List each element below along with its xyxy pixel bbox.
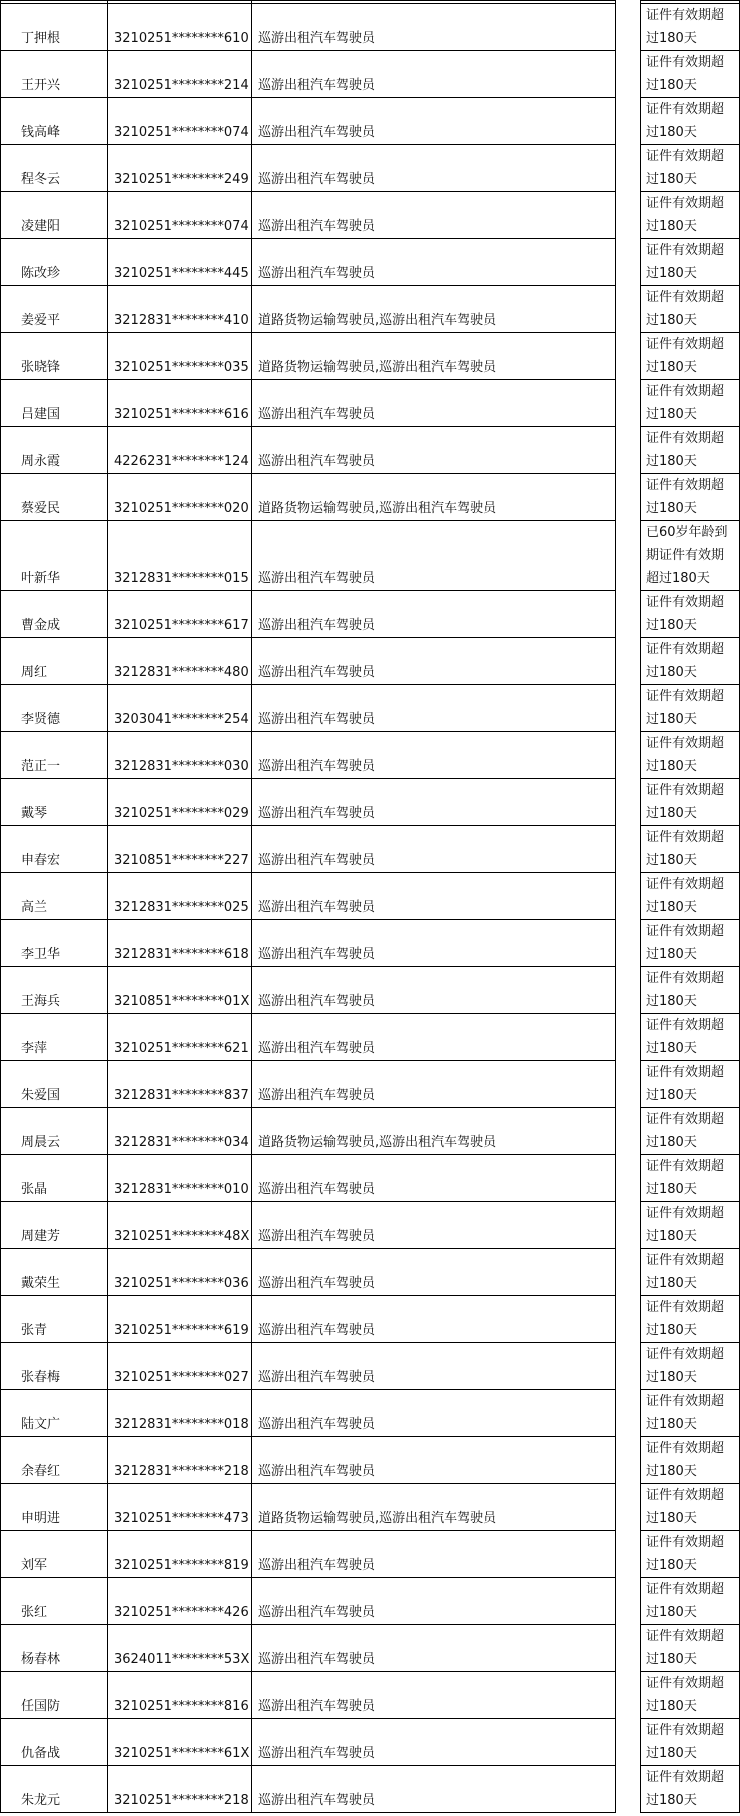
cell-spacer xyxy=(616,192,641,239)
driver-id-number: 3212831********034 xyxy=(108,1108,252,1155)
driver-id-number: 3210251********218 xyxy=(108,1766,252,1813)
driver-license-type: 巡游出租汽车驾驶员 xyxy=(252,239,616,286)
driver-id-number: 3210251********473 xyxy=(108,1484,252,1531)
cell-spacer xyxy=(616,1343,641,1390)
table-row xyxy=(1,4,740,51)
license-status: 证件有效期超过180天 xyxy=(641,145,740,192)
license-status: 证件有效期超过180天 xyxy=(641,239,740,286)
table-row xyxy=(1,591,740,638)
driver-name: 曹金成 xyxy=(1,591,108,638)
driver-license-type: 巡游出租汽车驾驶员 xyxy=(252,826,616,873)
license-status: 证件有效期超过180天 xyxy=(641,1531,740,1578)
license-status: 证件有效期超过180天 xyxy=(641,779,740,826)
license-status: 证件有效期超过180天 xyxy=(641,1155,740,1202)
driver-license-type: 道路货物运输驾驶员,巡游出租汽车驾驶员 xyxy=(252,1108,616,1155)
driver-id-number: 3212831********025 xyxy=(108,873,252,920)
table-row xyxy=(1,1061,740,1108)
driver-license-type: 巡游出租汽车驾驶员 xyxy=(252,1014,616,1061)
driver-table-body xyxy=(1,1,740,1813)
driver-id-number: 3212831********410 xyxy=(108,286,252,333)
cell-spacer xyxy=(616,1578,641,1625)
cell-spacer xyxy=(616,1108,641,1155)
cell-spacer xyxy=(616,1672,641,1719)
driver-id-number: 3210251********816 xyxy=(108,1672,252,1719)
table-row xyxy=(1,1014,740,1061)
cell-spacer xyxy=(616,145,641,192)
driver-id-number: 3624011********53X xyxy=(108,1625,252,1672)
driver-id-number: 3210251********617 xyxy=(108,591,252,638)
driver-id-number: 3210251********610 xyxy=(108,4,252,51)
license-status: 已60岁年龄到期证件有效期超过180天 xyxy=(641,521,740,591)
driver-id-number: 4226231********124 xyxy=(108,427,252,474)
driver-id-number: 3210251********074 xyxy=(108,98,252,145)
cell-spacer xyxy=(616,521,641,591)
driver-name: 张春梅 xyxy=(1,1343,108,1390)
cell-spacer xyxy=(616,1625,641,1672)
license-status: 证件有效期超过180天 xyxy=(641,1578,740,1625)
cell-spacer xyxy=(616,873,641,920)
table-row xyxy=(1,1437,740,1484)
table-row xyxy=(1,1578,740,1625)
driver-name: 李萍 xyxy=(1,1014,108,1061)
license-status: 证件有效期超过180天 xyxy=(641,333,740,380)
driver-name: 朱爱国 xyxy=(1,1061,108,1108)
driver-id-number: 3210251********621 xyxy=(108,1014,252,1061)
driver-name: 张青 xyxy=(1,1296,108,1343)
driver-name: 范正一 xyxy=(1,732,108,779)
driver-id-number: 3210251********819 xyxy=(108,1531,252,1578)
driver-license-type: 巡游出租汽车驾驶员 xyxy=(252,920,616,967)
driver-license-type: 巡游出租汽车驾驶员 xyxy=(252,1155,616,1202)
table-row xyxy=(1,1719,740,1766)
driver-id-number: 3210251********61X xyxy=(108,1719,252,1766)
driver-id-number: 3203041********254 xyxy=(108,685,252,732)
table-row xyxy=(1,1343,740,1390)
driver-id-number: 3212831********018 xyxy=(108,1390,252,1437)
license-status: 证件有效期超过180天 xyxy=(641,732,740,779)
cell-spacer xyxy=(616,286,641,333)
cell-spacer xyxy=(616,1249,641,1296)
driver-license-type: 道路货物运输驾驶员,巡游出租汽车驾驶员 xyxy=(252,286,616,333)
table-row xyxy=(1,1108,740,1155)
cell-spacer xyxy=(616,1766,641,1813)
driver-name: 丁押根 xyxy=(1,4,108,51)
driver-license-type: 道路货物运输驾驶员,巡游出租汽车驾驶员 xyxy=(252,1484,616,1531)
driver-license-type: 巡游出租汽车驾驶员 xyxy=(252,98,616,145)
cell-spacer xyxy=(616,1061,641,1108)
license-status: 证件有效期超过180天 xyxy=(641,826,740,873)
table-row xyxy=(1,145,740,192)
driver-id-number: 3210851********01X xyxy=(108,967,252,1014)
driver-id-number: 3212831********010 xyxy=(108,1155,252,1202)
license-status: 证件有效期超过180天 xyxy=(641,380,740,427)
table-row xyxy=(1,1766,740,1813)
table-row xyxy=(1,1484,740,1531)
driver-id-number: 3210251********036 xyxy=(108,1249,252,1296)
driver-license-type: 巡游出租汽车驾驶员 xyxy=(252,1202,616,1249)
table-row xyxy=(1,380,740,427)
driver-license-type: 巡游出租汽车驾驶员 xyxy=(252,380,616,427)
driver-license-type: 巡游出租汽车驾驶员 xyxy=(252,192,616,239)
driver-license-type: 道路货物运输驾驶员,巡游出租汽车驾驶员 xyxy=(252,333,616,380)
driver-name: 陈改珍 xyxy=(1,239,108,286)
cell-spacer xyxy=(616,474,641,521)
cell-spacer xyxy=(616,427,641,474)
driver-license-type: 巡游出租汽车驾驶员 xyxy=(252,1061,616,1108)
table-row xyxy=(1,1202,740,1249)
table-row xyxy=(1,474,740,521)
driver-name: 周永霞 xyxy=(1,427,108,474)
license-status: 证件有效期超过180天 xyxy=(641,427,740,474)
table-row xyxy=(1,873,740,920)
cell-spacer xyxy=(616,826,641,873)
driver-name: 王海兵 xyxy=(1,967,108,1014)
driver-name: 申春宏 xyxy=(1,826,108,873)
license-status: 证件有效期超过180天 xyxy=(641,685,740,732)
driver-id-number: 3212831********015 xyxy=(108,521,252,591)
table-row xyxy=(1,779,740,826)
driver-id-number: 3210251********616 xyxy=(108,380,252,427)
driver-name: 戴琴 xyxy=(1,779,108,826)
driver-name: 蔡爱民 xyxy=(1,474,108,521)
driver-license-type: 巡游出租汽车驾驶员 xyxy=(252,1437,616,1484)
license-status: 证件有效期超过180天 xyxy=(641,192,740,239)
driver-id-number: 3210851********227 xyxy=(108,826,252,873)
cell-spacer xyxy=(616,333,641,380)
license-status: 证件有效期超过180天 xyxy=(641,1296,740,1343)
table-row xyxy=(1,98,740,145)
driver-name: 申明进 xyxy=(1,1484,108,1531)
driver-id-number: 3210251********445 xyxy=(108,239,252,286)
license-status: 证件有效期超过180天 xyxy=(641,4,740,51)
license-status: 证件有效期超过180天 xyxy=(641,1108,740,1155)
cell-spacer xyxy=(616,4,641,51)
driver-name: 凌建阳 xyxy=(1,192,108,239)
table-row xyxy=(1,427,740,474)
table-row xyxy=(1,826,740,873)
driver-license-type: 巡游出租汽车驾驶员 xyxy=(252,1296,616,1343)
driver-name: 高兰 xyxy=(1,873,108,920)
license-status: 证件有效期超过180天 xyxy=(641,1014,740,1061)
driver-name: 姜爱平 xyxy=(1,286,108,333)
table-row xyxy=(1,286,740,333)
license-status: 证件有效期超过180天 xyxy=(641,1390,740,1437)
driver-name: 陆文广 xyxy=(1,1390,108,1437)
driver-license-type: 巡游出租汽车驾驶员 xyxy=(252,1249,616,1296)
driver-license-type: 巡游出租汽车驾驶员 xyxy=(252,1578,616,1625)
table-row xyxy=(1,192,740,239)
driver-name: 周红 xyxy=(1,638,108,685)
driver-id-number: 3210251********027 xyxy=(108,1343,252,1390)
table-row xyxy=(1,1531,740,1578)
driver-license-type: 巡游出租汽车驾驶员 xyxy=(252,779,616,826)
driver-license-type: 巡游出租汽车驾驶员 xyxy=(252,1625,616,1672)
driver-name: 仇备战 xyxy=(1,1719,108,1766)
driver-license-type: 巡游出租汽车驾驶员 xyxy=(252,591,616,638)
driver-license-type: 巡游出租汽车驾驶员 xyxy=(252,427,616,474)
driver-name: 刘军 xyxy=(1,1531,108,1578)
license-status: 证件有效期超过180天 xyxy=(641,873,740,920)
driver-name: 杨春林 xyxy=(1,1625,108,1672)
driver-license-type: 巡游出租汽车驾驶员 xyxy=(252,1343,616,1390)
driver-name: 程冬云 xyxy=(1,145,108,192)
license-status: 证件有效期超过180天 xyxy=(641,1672,740,1719)
cell-spacer xyxy=(616,1014,641,1061)
cell-spacer xyxy=(616,1531,641,1578)
license-status: 证件有效期超过180天 xyxy=(641,1061,740,1108)
table-row xyxy=(1,333,740,380)
table-row xyxy=(1,732,740,779)
driver-name: 李卫华 xyxy=(1,920,108,967)
cell-spacer xyxy=(616,732,641,779)
license-status: 证件有效期超过180天 xyxy=(641,1343,740,1390)
cell-spacer xyxy=(616,1155,641,1202)
license-status: 证件有效期超过180天 xyxy=(641,286,740,333)
license-status: 证件有效期超过180天 xyxy=(641,638,740,685)
license-status: 证件有效期超过180天 xyxy=(641,1437,740,1484)
driver-id-number: 3212831********218 xyxy=(108,1437,252,1484)
driver-id-number: 3210251********48X xyxy=(108,1202,252,1249)
driver-license-type: 巡游出租汽车驾驶员 xyxy=(252,4,616,51)
cell-spacer xyxy=(616,591,641,638)
driver-license-type: 巡游出租汽车驾驶员 xyxy=(252,51,616,98)
driver-license-type: 巡游出租汽车驾驶员 xyxy=(252,1719,616,1766)
cell-spacer xyxy=(616,98,641,145)
driver-license-type: 巡游出租汽车驾驶员 xyxy=(252,521,616,591)
license-status: 证件有效期超过180天 xyxy=(641,1766,740,1813)
table-row xyxy=(1,1625,740,1672)
driver-name: 张红 xyxy=(1,1578,108,1625)
driver-id-number: 3210251********249 xyxy=(108,145,252,192)
cell-spacer xyxy=(616,380,641,427)
driver-id-number: 3210251********020 xyxy=(108,474,252,521)
driver-id-number: 3210251********619 xyxy=(108,1296,252,1343)
driver-license-type: 巡游出租汽车驾驶员 xyxy=(252,685,616,732)
table-row xyxy=(1,1249,740,1296)
license-status: 证件有效期超过180天 xyxy=(641,1202,740,1249)
table-row xyxy=(1,1390,740,1437)
table-row xyxy=(1,521,740,591)
driver-license-type: 巡游出租汽车驾驶员 xyxy=(252,873,616,920)
license-status: 证件有效期超过180天 xyxy=(641,474,740,521)
cell-spacer xyxy=(616,779,641,826)
license-status: 证件有效期超过180天 xyxy=(641,591,740,638)
driver-id-number: 3210251********214 xyxy=(108,51,252,98)
table-row xyxy=(1,638,740,685)
table-row xyxy=(1,1296,740,1343)
driver-id-number: 3212831********618 xyxy=(108,920,252,967)
driver-name: 吕建国 xyxy=(1,380,108,427)
driver-name: 张晶 xyxy=(1,1155,108,1202)
driver-license-type: 巡游出租汽车驾驶员 xyxy=(252,145,616,192)
table-row xyxy=(1,51,740,98)
cell-spacer xyxy=(616,1296,641,1343)
driver-license-type: 巡游出租汽车驾驶员 xyxy=(252,1672,616,1719)
license-status: 证件有效期超过180天 xyxy=(641,967,740,1014)
cell-spacer xyxy=(616,638,641,685)
license-status: 证件有效期超过180天 xyxy=(641,1625,740,1672)
driver-license-type: 巡游出租汽车驾驶员 xyxy=(252,1766,616,1813)
driver-name: 任国防 xyxy=(1,1672,108,1719)
driver-id-number: 3210251********035 xyxy=(108,333,252,380)
cell-spacer xyxy=(616,967,641,1014)
driver-name: 钱高峰 xyxy=(1,98,108,145)
license-status: 证件有效期超过180天 xyxy=(641,920,740,967)
driver-name: 戴荣生 xyxy=(1,1249,108,1296)
table-row xyxy=(1,1672,740,1719)
cell-spacer xyxy=(616,1390,641,1437)
driver-name: 张晓锋 xyxy=(1,333,108,380)
table-row xyxy=(1,239,740,286)
driver-name: 余春红 xyxy=(1,1437,108,1484)
cell-spacer xyxy=(616,1437,641,1484)
driver-name: 朱龙元 xyxy=(1,1766,108,1813)
cell-spacer xyxy=(616,51,641,98)
driver-license-type: 道路货物运输驾驶员,巡游出租汽车驾驶员 xyxy=(252,474,616,521)
driver-id-number: 3212831********480 xyxy=(108,638,252,685)
driver-id-number: 3210251********426 xyxy=(108,1578,252,1625)
cell-spacer xyxy=(616,1202,641,1249)
cell-spacer xyxy=(616,685,641,732)
cell-spacer xyxy=(616,239,641,286)
table-row xyxy=(1,685,740,732)
driver-name: 李贤德 xyxy=(1,685,108,732)
driver-name: 周晨云 xyxy=(1,1108,108,1155)
driver-license-type: 巡游出租汽车驾驶员 xyxy=(252,1531,616,1578)
driver-license-type: 巡游出租汽车驾驶员 xyxy=(252,967,616,1014)
driver-id-number: 3212831********837 xyxy=(108,1061,252,1108)
driver-license-type: 巡游出租汽车驾驶员 xyxy=(252,638,616,685)
table-row xyxy=(1,920,740,967)
license-status: 证件有效期超过180天 xyxy=(641,1249,740,1296)
license-status: 证件有效期超过180天 xyxy=(641,51,740,98)
driver-license-type: 巡游出租汽车驾驶员 xyxy=(252,732,616,779)
driver-id-number: 3212831********030 xyxy=(108,732,252,779)
cell-spacer xyxy=(616,1719,641,1766)
cell-spacer xyxy=(616,1484,641,1531)
license-status: 证件有效期超过180天 xyxy=(641,1484,740,1531)
table-row xyxy=(1,967,740,1014)
driver-name: 周建芳 xyxy=(1,1202,108,1249)
driver-id-number: 3210251********029 xyxy=(108,779,252,826)
driver-license-type: 巡游出租汽车驾驶员 xyxy=(252,1390,616,1437)
table-row xyxy=(1,1155,740,1202)
license-status: 证件有效期超过180天 xyxy=(641,98,740,145)
cell-spacer xyxy=(616,920,641,967)
driver-id-number: 3210251********074 xyxy=(108,192,252,239)
license-status: 证件有效期超过180天 xyxy=(641,1719,740,1766)
driver-name: 王开兴 xyxy=(1,51,108,98)
driver-name: 叶新华 xyxy=(1,521,108,591)
